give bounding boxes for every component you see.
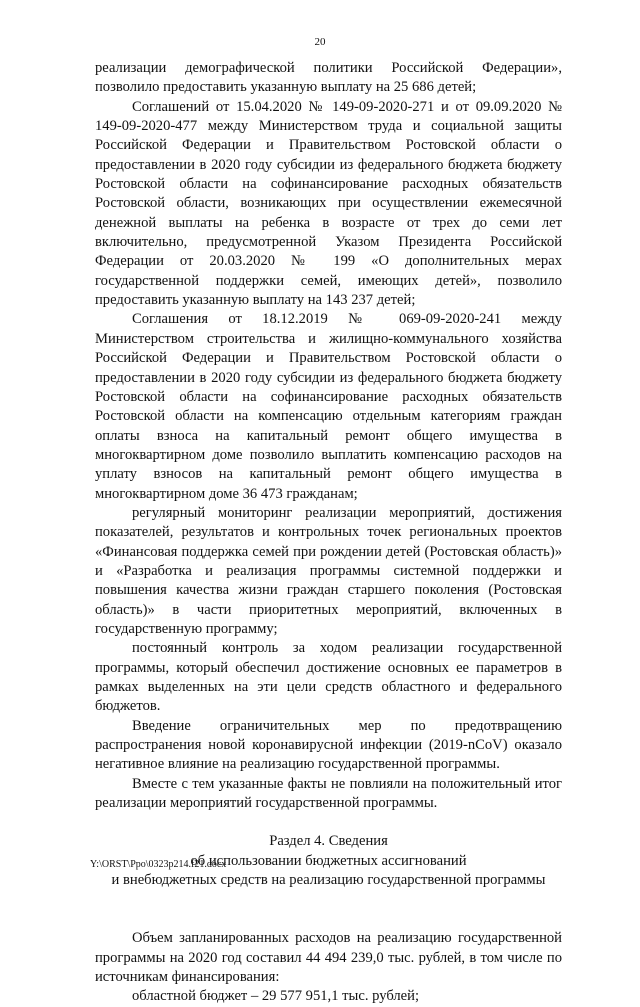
paragraph-monitoring: регулярный мониторинг реализации мероприятий, достижения показателей, результатов и контрольных точек региональных проектов «Финансовая поддержка семей при рождении детей (Ростовская область)» и «Разработка и реализация программы системной поддержки и повышения качества жизни граждан старшего поколения (Ростовская область)» в части приоритетных мероприятий, включенных в государственную программу; — [95, 504, 562, 637]
paragraph-restrictions: Введение ограничительных мер по предотвращению распространения новой коронавирусной инфекции (2019-nCoV) оказало негативное влияние на реализацию государственной программы. — [95, 717, 562, 773]
paragraph-agreement-069: Соглашения от 18.12.2019 № 069-09-2020-241 между Министерством строительства и жилищно-коммунального хозяйства Российской Федерации и Правительством Ростовской области о предоставлении в 2020 году субсидии из федерального бюджета бюджету Ростовской области на софинансирование расходных обязательств Ростовской области на компенсацию отдельным категориям граждан оплаты взноса на капитальный ремонт общего имущества в многоквартирном доме позволило выплатить компенсацию расходов на уплату взносов на капитальный ремонт общего имущества в многоквартирном доме 36 473 гражданам; — [95, 311, 562, 502]
paragraph-conclusion: Вместе с тем указанные факты не повлияли на положительный итог реализации мероприятий государственной программы. — [95, 775, 562, 812]
paragraph-regional-budget: областной бюджет – 29 577 951,1 тыс. рублей; — [132, 988, 420, 1005]
paragraph-control: постоянный контроль за ходом реализации государственной программы, который обеспечил достижение основных ее параметров в рамках выделенных на эти цели средств областного и федерального бюджетов. — [95, 640, 562, 715]
section-subtitle-1: об использовании бюджетных ассигнований — [190, 852, 467, 869]
section-subtitle-2: и внебюджетных средств на реализацию государственной программы — [111, 872, 546, 889]
paragraph-continuation: реализации демографической политики Российской Федерации», позволило предоставить указанную выплату на 25 686 детей; — [95, 60, 562, 96]
paragraph-agreement-149: Соглашений от 15.04.2020 № 149-09-2020-271 и от 09.09.2020 № 149-09-2020-477 между Министерством труда и социальной защиты Российской Федерации и Правительством Ростовской области о предоставлении в 2020 году субсидии из федерального бюджета бюджету Ростовской области на софинансирование расходных обязательств Ростовской области, возникающих при осуществлении ежемесячной денежной выплаты на ребенка в возрасте от трех до семи лет включительно, предусмотренной Указом Президента Российской Федерации от 20.03.2020 № 199 «О дополнительных мерах государственной поддержки семей, имеющих детей», позволило предоставить указанную выплату на 143 237 детей; — [95, 98, 562, 309]
paragraph-planned-expenses: Объем запланированных расходов на реализацию государственной программы на 2020 год составил 44 494 239,0 тыс. рублей, в том числе по источникам финансирования: — [95, 930, 562, 986]
page-number: 20 — [314, 36, 326, 48]
footer-file-path: Y:\ORST\Ppo\0323p214.f21.docx — [90, 859, 227, 870]
section-title: Раздел 4. Сведения — [269, 833, 388, 850]
